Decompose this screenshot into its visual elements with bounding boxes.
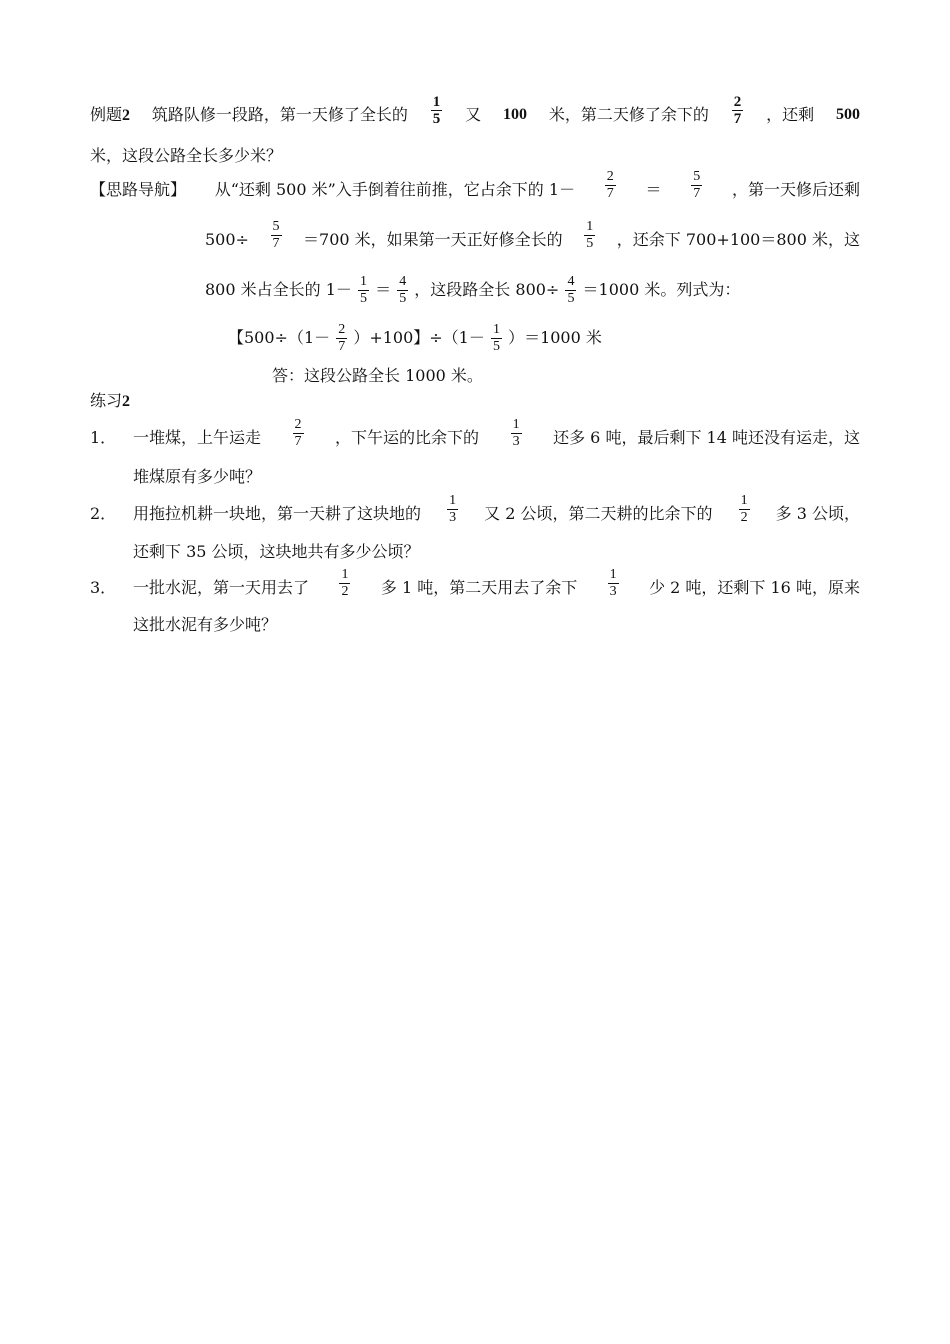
formula-part-1: 【500÷（1－ [228, 328, 331, 347]
practice-number: 2 [122, 393, 131, 410]
practice-item-1-line-2: 堆煤原有多少吨？ [133, 467, 262, 486]
fraction: $\frac{1}{3}$ [512, 417, 520, 449]
fraction: $\frac{1}{5}$ [492, 322, 500, 354]
item-text: 少 2 吨，还剩下 16 吨，原来 [649, 578, 860, 597]
practice-item-3-index: 3． [90, 578, 117, 597]
example-heading [90, 95, 130, 135]
fraction: $\frac{1}{2}$ [740, 493, 748, 525]
equals-sign: ＝ [645, 180, 662, 199]
item-text: 还多 6 吨，最后剩下 14 吨还没有运走，这 [553, 428, 860, 447]
guide-text-c4: ＝1000 米。列式为： [582, 280, 741, 299]
example-line-1 [90, 95, 860, 135]
item-text: 多 1 吨，第二天用去了余下 [380, 578, 578, 597]
formula-part-2: ）+100】÷（1－ [353, 328, 485, 347]
example-line-2: 米，这段公路全长多少米？ [90, 146, 283, 165]
fraction: $\frac{4}{5}$ [399, 274, 407, 306]
fraction: $\frac{1}{3}$ [449, 493, 457, 525]
fraction: $\frac{2}{7}$ [606, 169, 614, 201]
fraction-two-sevenths: $\frac{2}{7}$ [733, 94, 742, 127]
item-text: 多 3 公顷， [775, 504, 860, 523]
guide-text-c3: ，这段路全长 800÷ [414, 280, 560, 299]
example-label: 例题 [90, 105, 123, 124]
fraction: $\frac{1}{5}$ [586, 219, 594, 251]
fraction: $\frac{1}{5}$ [360, 274, 367, 306]
formula-part-3: ）＝1000 米 [508, 328, 602, 347]
practice-item-1-line-1 [133, 418, 860, 458]
guide-text-a3: ，第一天修后还剩 [731, 180, 860, 199]
practice-item-1-index: 1． [90, 428, 117, 447]
guide-line-1 [90, 170, 860, 210]
guide-formula [228, 318, 602, 358]
practice-title [90, 381, 130, 421]
guide-line-3 [205, 270, 740, 310]
item-text: 一批水泥，第一天用去了 [133, 578, 310, 597]
guide-text-c1: 800 米占全长的 1－ [205, 280, 352, 299]
item-text: 用拖拉机耕一块地，第一天耕了这块地的 [133, 504, 422, 523]
fraction: $\frac{1}{3}$ [609, 567, 617, 599]
practice-item-2-line-2: 还剩下 35 公顷，这块地共有多少公顷？ [133, 542, 420, 561]
guide-text-b1: 500÷ [205, 230, 249, 249]
example-value-100: 100 [502, 106, 527, 123]
example-number: 2 [122, 107, 131, 124]
example-text-1: 筑路队修一段路，第一天修了全长的 [151, 105, 408, 124]
guide-label: 【思路导航】 [90, 180, 187, 199]
fraction: $\frac{2}{7}$ [338, 322, 346, 354]
fraction: $\frac{4}{5}$ [567, 274, 575, 306]
fraction: $\frac{5}{7}$ [693, 169, 701, 201]
example-text-3: 米，第二天修了余下的 [548, 105, 709, 124]
practice-item-3-line-2: 这批水泥有多少吨？ [133, 615, 278, 634]
example-text-2: 又 [465, 105, 482, 124]
item-text: 又 2 公顷，第二天耕的比余下的 [484, 504, 713, 523]
guide-answer: 答：这段公路全长 1000 米。 [272, 366, 483, 385]
fraction-one-fifth: $\frac{1}{5}$ [432, 94, 441, 127]
guide-text-b3: ，还余下 700+100＝800 米，这 [616, 230, 860, 249]
fraction: $\frac{2}{7}$ [294, 417, 302, 449]
example-value-500: 500 [835, 106, 860, 123]
fraction: $\frac{5}{7}$ [272, 219, 280, 251]
example-text-4: ，还剩 [766, 105, 815, 124]
guide-text-b2: ＝700 米，如果第一天正好修全长的 [303, 230, 563, 249]
equals-sign: ＝ [375, 280, 392, 299]
practice-item-3-line-1 [133, 568, 860, 608]
practice-item-2-index: 2． [90, 504, 117, 523]
practice-item-2-line-1 [133, 494, 860, 534]
item-text: ，下午运的比余下的 [335, 428, 480, 447]
guide-text-a1: 从“还剩 500 米”入手倒着往前推，它占余下的 1－ [214, 180, 576, 199]
practice-title-text: 练习 [90, 391, 123, 410]
fraction: $\frac{1}{2}$ [341, 567, 349, 599]
guide-line-2 [205, 220, 860, 260]
item-text: 一堆煤，上午运走 [133, 428, 262, 447]
